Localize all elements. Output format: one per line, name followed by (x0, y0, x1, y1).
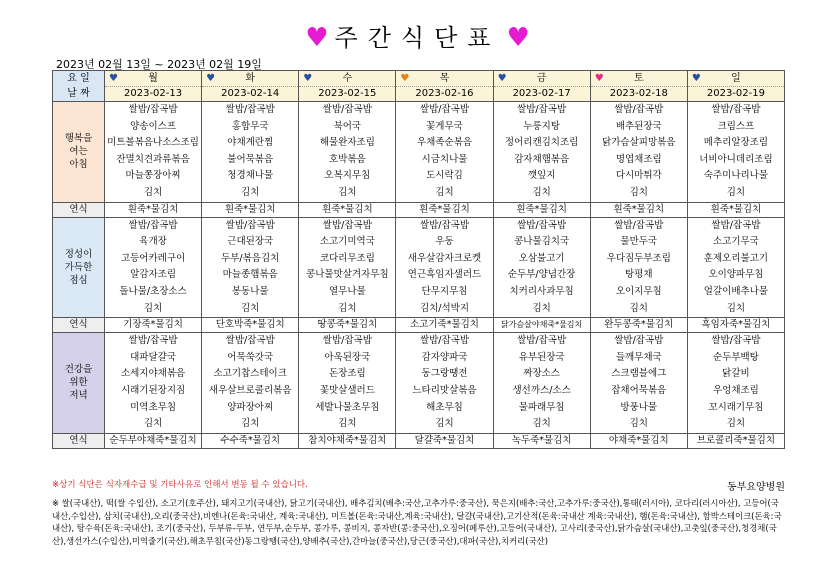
heart-icon: ♥ (691, 72, 701, 84)
menu-item: 소고기무국 (712, 236, 759, 248)
day-name: 토 (633, 72, 644, 84)
menu-item: 새우살감자크로켓 (407, 252, 482, 264)
menu-cell (687, 333, 784, 434)
day-header-4 (396, 71, 493, 102)
menu-item: 대파달걀국 (130, 351, 177, 363)
soft-diet-label: 연식 (53, 318, 105, 333)
menu-item: 닭갈비 (722, 368, 750, 380)
day-date: 2023-02-15 (299, 86, 395, 101)
menu-item: 김치/석박지 (419, 302, 470, 314)
menu-item: 해물완자조림 (319, 137, 375, 149)
menu-item: 미역초무침 (130, 401, 177, 413)
menu-item: 콩나물맛살겨자무침 (306, 269, 389, 281)
heart-icon: ♥ (506, 23, 530, 53)
soft-diet-item: 흑임자죽*물김치 (687, 318, 784, 333)
day-date: 2023-02-13 (105, 86, 201, 101)
soft-diet-item: 브로콜리죽*물김치 (687, 433, 784, 448)
soft-diet-item: 녹두죽*물김치 (493, 433, 590, 448)
menu-item: 훈제오리불고기 (703, 252, 769, 264)
menu-item: 열무나물 (328, 285, 366, 297)
day-date: 2023-02-19 (688, 86, 784, 101)
menu-item: 다시마튀각 (615, 170, 662, 182)
day-header-3 (299, 71, 396, 102)
menu-item: 세발나물초무침 (315, 401, 380, 413)
menu-item: 김치 (143, 186, 163, 198)
menu-item: 마늘종햄볶음 (222, 269, 278, 281)
weekly-menu-table (52, 70, 785, 449)
menu-item: 도시락김 (426, 170, 463, 182)
menu-cell (493, 333, 590, 434)
menu-item: 김치 (241, 302, 260, 314)
menu-item: 쌀밥/잡곡밥 (711, 335, 761, 347)
menu-item: 홍합무국 (231, 120, 269, 132)
day-name: 화 (245, 72, 256, 84)
menu-item: 김치 (241, 418, 260, 430)
menu-item: 김치 (435, 186, 454, 198)
menu-item: 꼬시래기무침 (708, 401, 764, 413)
menu-item: 숙주미나리나물 (703, 170, 769, 182)
day-date: 2023-02-17 (494, 86, 590, 101)
date-label: 날 짜 (67, 88, 90, 99)
dinner-row (53, 333, 785, 434)
heart-icon: ♥ (497, 72, 507, 84)
heart-icon: ♥ (206, 72, 216, 84)
menu-item: 쌀밥/잡곡밥 (322, 219, 372, 231)
menu-item: 알감자조림 (130, 269, 177, 281)
soft-diet-item: 흰죽*물김치 (105, 202, 202, 217)
menu-cell (105, 217, 202, 318)
hospital-name: 동부요양병원 (727, 482, 785, 493)
day-date: 2023-02-18 (591, 86, 687, 101)
menu-item: 쌀밥/잡곡밥 (614, 335, 664, 347)
menu-item: 쌀밥/잡곡밥 (225, 104, 275, 115)
menu-item: 메추리알장조림 (703, 137, 769, 149)
menu-item: 명엽채조림 (615, 153, 662, 165)
menu-item: 물파래무침 (518, 401, 565, 413)
menu-item: 야채계란찜 (227, 137, 274, 149)
day-header-1 (105, 71, 202, 102)
soft-diet-item: 완두콩죽*물김치 (590, 318, 687, 333)
menu-item: 쌀밥/잡곡밥 (322, 104, 372, 115)
lunch-row (53, 217, 785, 318)
menu-cell (396, 217, 493, 318)
header-row (53, 71, 785, 102)
notice-text: ※상기 식단은 식자재수급 및 기타사유로 인해서 변동 될 수 있습니다. (52, 480, 308, 490)
menu-item: 김치 (629, 302, 648, 314)
menu-item: 스크램블에그 (611, 368, 667, 380)
menu-item: 치커리사과무침 (509, 285, 574, 297)
menu-item: 김치 (143, 302, 163, 314)
menu-item: 잔멸치견과류볶음 (116, 153, 190, 165)
menu-item: 물만두국 (620, 236, 658, 248)
menu-item: 쌀밥/잡곡밥 (517, 219, 567, 231)
date-range: 2023년 02월 13일 ~ 2023년 02월 19일 (56, 58, 262, 71)
origin-info: ※ 쌀(국내산), 떡(쌀 수입산), 소고기(호주산), 돼지고기(국내산), 닭고기(국내산), 배추김치(배추:국산,고추가루:중국산), 묵은지(배추:국산,고추가루:중국산),통태(러시아), 코다리(러시아산), 고등어(국내산,수입산), 삼치(국내산),오리(중국산),비엔나(돈육:국내산, 계육:국내산), 미트볼(돈육:국내산,계육:국내산), 달걀(국내산),고기산적(돈육:국내산 계육:국내산), 햄(돈육:국내산), 함박스테이크(돈육:국내산), 탕수육(돈육:국내산), 조기(중국산), 두부류-두부, 연두부,순두부, 콩가루, 콩비지, 콩자반(콩:중국산),오징어(페루산),고등어(국내산), 고사리(중국산),닭가슴살(국내산),고춧잎(중국산),청경채(국산),생선가스(수입산),미역줄기(국산),해초무침(국산)동그랑땡(국산),양배추(국산),간마늘(중국산),당근(중국산),대파(국산),치커리(국산) (52, 498, 782, 546)
soft-diet-item: 땅콩죽*물김치 (299, 318, 396, 333)
menu-item: 쌀밥/잡곡밥 (517, 335, 567, 347)
menu-item: 감자양파국 (421, 351, 468, 363)
menu-item: 단무지무침 (421, 285, 468, 297)
soft-diet-item: 달걀죽*물김치 (396, 433, 493, 448)
menu-cell (493, 217, 590, 318)
menu-item: 시래기된장지짐 (120, 384, 186, 396)
lunch-label: 정성이 가득한 점심 (53, 217, 105, 318)
menu-cell (299, 333, 396, 434)
dinner-label: 건강을 위한 저녁 (53, 333, 105, 434)
menu-item: 감자채햄볶음 (514, 153, 570, 165)
menu-item: 마늘쫑장아찌 (125, 170, 181, 182)
menu-item: 김치 (726, 418, 746, 430)
menu-item: 들깨무채국 (615, 351, 662, 363)
menu-cell (202, 333, 299, 434)
menu-item: 유부된장국 (518, 351, 565, 363)
header-corner (53, 71, 105, 102)
menu-item: 우채족순볶음 (416, 137, 473, 149)
menu-cell (396, 102, 493, 203)
menu-item: 소고기미역국 (319, 236, 375, 248)
menu-item: 꽃게무국 (426, 120, 463, 132)
soft-diet-item: 야채죽*물김치 (590, 433, 687, 448)
menu-item: 깻잎지 (527, 170, 556, 182)
menu-item: 쌀밥/잡곡밥 (128, 104, 178, 115)
menu-cell (590, 102, 687, 203)
menu-item: 잡채어묵볶음 (611, 384, 667, 396)
menu-cell (105, 102, 202, 203)
menu-item: 우다짐두부조림 (606, 252, 671, 264)
menu-item: 순두부백탕 (712, 351, 759, 363)
menu-item: 봉동나물 (231, 285, 269, 297)
menu-item: 어묵쑥갓국 (227, 351, 274, 363)
menu-cell (687, 217, 784, 318)
menu-cell (493, 102, 590, 203)
menu-item: 고등어카레구이 (120, 252, 186, 264)
heart-icon: ♥ (305, 23, 329, 53)
menu-item: 탕평채 (625, 269, 653, 281)
soft-diet-item: 닭가슴살야채죽*물김치 (493, 318, 590, 333)
menu-item: 김치 (241, 186, 260, 198)
menu-item: 해초무침 (426, 401, 463, 413)
day-date: 2023-02-16 (396, 86, 492, 101)
menu-item: 느타리맛살볶음 (412, 384, 477, 396)
soft-diet-item: 흰죽*물김치 (590, 202, 687, 217)
menu-item: 누룽지탕 (523, 120, 560, 132)
menu-item: 새우살브로콜리볶음 (208, 384, 292, 396)
menu-item: 연근흑임자샐러드 (407, 269, 482, 281)
menu-item: 돌나물/초장소스 (119, 285, 187, 297)
menu-item: 얼갈이배추나물 (703, 285, 769, 297)
day-header-2 (202, 71, 299, 102)
soft-diet-item: 참치야채죽*물김치 (299, 433, 396, 448)
menu-item: 쌀밥/잡곡밥 (419, 104, 470, 115)
day-header-6 (590, 71, 687, 102)
menu-item: 소세지야채볶음 (120, 368, 186, 380)
day-name: 목 (439, 72, 450, 84)
menu-item: 김치 (726, 302, 746, 314)
menu-item: 오삼불고기 (518, 252, 565, 264)
day-name: 월 (148, 72, 158, 84)
menu-cell (202, 217, 299, 318)
soft-diet-item: 소고기죽*물김치 (396, 318, 493, 333)
menu-item: 방풍나물 (620, 401, 658, 413)
breakfast-soft-diet-row (53, 202, 785, 217)
menu-item: 아욱된장국 (324, 351, 371, 363)
menu-item: 쌀밥/잡곡밥 (711, 104, 761, 115)
menu-item: 꽃맛살샐러드 (319, 384, 375, 396)
menu-item: 우엉채조림 (712, 384, 759, 396)
menu-item: 양파장아찌 (227, 401, 274, 413)
menu-item: 정어리캔김치조림 (504, 137, 579, 149)
menu-item: 쌀밥/잡곡밥 (322, 335, 372, 347)
menu-item: 순두부/양념간장 (507, 269, 576, 281)
heart-icon: ♥ (594, 72, 604, 84)
heart-icon: ♥ (400, 72, 410, 84)
menu-cell (299, 102, 396, 203)
menu-item: 코다리무조림 (319, 252, 375, 264)
day-name: 일 (731, 72, 741, 84)
heart-icon: ♥ (303, 72, 313, 84)
soft-diet-item: 기장죽*물김치 (105, 318, 202, 333)
menu-item: 닭가슴살피망볶음 (602, 137, 676, 149)
menu-item: 쌀밥/잡곡밥 (225, 335, 275, 347)
soft-diet-item: 수수죽*물김치 (202, 433, 299, 448)
menu-item: 크림스프 (717, 120, 755, 132)
menu-item: 쌀밥/잡곡밥 (419, 335, 470, 347)
menu-item: 호박볶음 (328, 153, 366, 165)
menu-item: 청경채나물 (227, 170, 274, 182)
day-date: 2023-02-14 (202, 86, 298, 101)
menu-item: 근대된장국 (227, 236, 274, 248)
menu-item: 쌀밥/잡곡밥 (614, 104, 664, 115)
menu-item: 쌀밥/잡곡밥 (614, 219, 664, 231)
soft-diet-item: 흰죽*물김치 (202, 202, 299, 217)
menu-item: 소고기찹스테이크 (213, 368, 287, 380)
day-name: 수 (342, 72, 353, 84)
menu-item: 미트볼볶음나소스조림 (107, 137, 199, 149)
menu-item: 배추된장국 (615, 120, 662, 132)
menu-item: 김치 (143, 418, 163, 430)
menu-item: 김치 (532, 186, 551, 198)
menu-item: 김치 (726, 186, 746, 198)
soft-diet-item: 흰죽*물김치 (299, 202, 396, 217)
menu-item: 김치 (532, 302, 551, 314)
soft-diet-item: 흰죽*물김치 (687, 202, 784, 217)
menu-cell (396, 333, 493, 434)
menu-item: 김치 (338, 302, 357, 314)
breakfast-row (53, 102, 785, 203)
day-header-7 (687, 71, 784, 102)
soft-diet-label: 연식 (53, 433, 105, 448)
menu-item: 양송이스프 (130, 120, 177, 132)
menu-cell (202, 102, 299, 203)
breakfast-label: 행복을 여는 아침 (53, 102, 105, 203)
soft-diet-item: 순두부야채죽*물김치 (105, 433, 202, 448)
menu-item: 쌀밥/잡곡밥 (517, 104, 567, 115)
menu-item: 오이양파무침 (708, 269, 764, 281)
menu-item: 쌀밥/잡곡밥 (419, 219, 470, 231)
menu-item: 김치 (338, 186, 357, 198)
menu-cell (105, 333, 202, 434)
menu-item: 불어묵볶음 (227, 153, 274, 165)
menu-item: 김치 (435, 418, 454, 430)
menu-item: 쌀밥/잡곡밥 (225, 219, 275, 231)
menu-item: 너비아니데리조림 (699, 153, 773, 165)
menu-item: 오복지무침 (324, 170, 371, 182)
menu-item: 시금치나물 (421, 153, 468, 165)
menu-cell (590, 333, 687, 434)
menu-item: 콩나물김치국 (514, 236, 570, 248)
menu-item: 돈장조림 (328, 368, 366, 380)
page-title: ♥ 주간식단표 ♥ (305, 23, 530, 53)
day-name: 금 (536, 72, 547, 84)
menu-item: 오이지무침 (615, 285, 662, 297)
lunch-soft-diet-row (53, 318, 785, 333)
soft-diet-item: 단호박죽*물김치 (202, 318, 299, 333)
menu-item: 짜장소스 (523, 368, 560, 380)
menu-cell (687, 102, 784, 203)
menu-item: 김치 (629, 186, 648, 198)
soft-diet-item: 흰죽*물김치 (493, 202, 590, 217)
menu-item: 동그랑땡전 (421, 368, 468, 380)
menu-item: 김치 (629, 418, 648, 430)
soft-diet-item: 흰죽*물김치 (396, 202, 493, 217)
weekday-label: 요 일 (67, 73, 90, 84)
menu-item: 육개장 (139, 236, 167, 248)
menu-item: 쌀밥/잡곡밥 (128, 335, 178, 347)
menu-item: 쌀밥/잡곡밥 (128, 219, 178, 231)
day-header-5 (493, 71, 590, 102)
menu-cell (299, 217, 396, 318)
menu-item: 김치 (338, 418, 357, 430)
menu-item: 쌀밥/잡곡밥 (711, 219, 761, 231)
soft-diet-label: 연식 (53, 202, 105, 217)
menu-item: 생선까스/소스 (512, 384, 571, 396)
menu-item: 두부/볶음김치 (221, 252, 280, 264)
heart-icon: ♥ (109, 72, 118, 84)
menu-item: 김치 (532, 418, 551, 430)
menu-item: 우동 (435, 236, 454, 248)
dinner-soft-diet-row (53, 433, 785, 448)
menu-cell (590, 217, 687, 318)
menu-item: 북어국 (333, 120, 362, 132)
